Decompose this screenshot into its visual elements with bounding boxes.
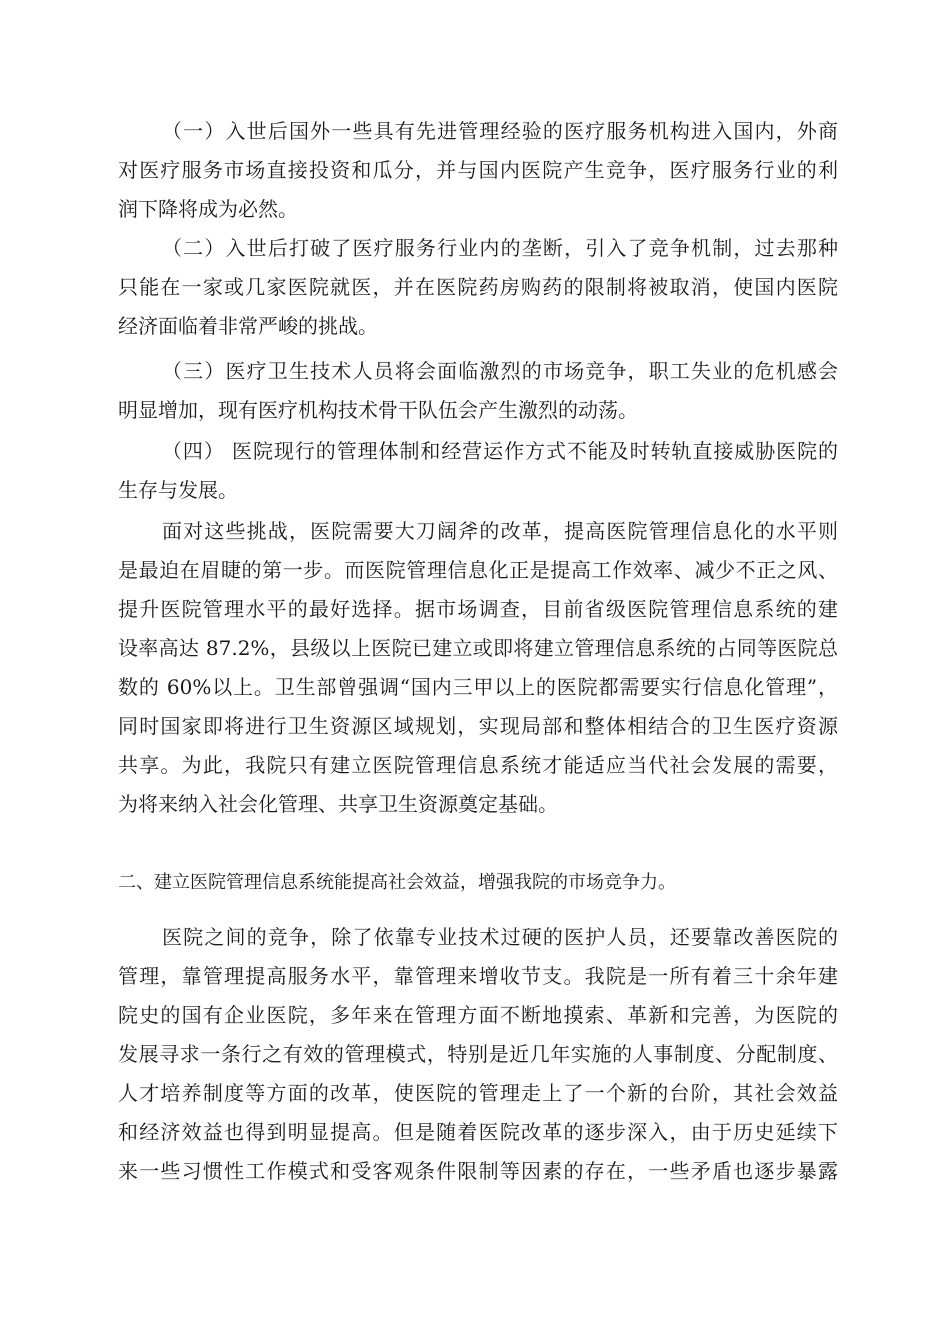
- paragraph-line: 经济面临着非常严峻的挑战。: [118, 314, 378, 338]
- section-heading-text: 二、建立医院管理信息系统能提高社会效益，增强我院的市场竞争力。: [118, 872, 676, 893]
- paragraph-line: 人才培养制度等方面的改革，使医院的管理走上了一个新的台阶，其社会效益: [118, 1081, 838, 1105]
- paragraph-line: 数的 60%以上。卫生部曾强调“国内三甲以上的医院都需要实行信息化管理”，: [118, 675, 838, 699]
- paragraph-line: 发展寻求一条行之有效的管理模式，特别是近几年实施的人事制度、分配制度、: [118, 1042, 838, 1066]
- section-heading: [118, 863, 838, 902]
- paragraph-line: 对医疗服务市场直接投资和瓜分，并与国内医院产生竞争，医疗服务行业的利: [118, 158, 838, 182]
- paragraph-line: （二）入世后打破了医疗服务行业内的垄断，引入了竞争机制，过去那种: [162, 236, 838, 260]
- paragraph-line: 明显增加，现有医疗机构技术骨干队伍会产生激烈的动荡。: [118, 398, 638, 422]
- paragraph-line: 来一些习惯性工作模式和受客观条件限制等因素的存在，一些矛盾也逐步暴露: [118, 1159, 838, 1183]
- paragraph-line: 共享。为此，我院只有建立医院管理信息系统才能适应当代社会发展的需要，: [118, 753, 838, 777]
- paragraph-line: 同时国家即将进行卫生资源区域规划，实现局部和整体相结合的卫生医疗资源: [118, 714, 838, 738]
- paragraph-line: （三）医疗卫生技术人员将会面临激烈的市场竞争，职工失业的危机感会: [162, 359, 838, 383]
- paragraph-4: [118, 432, 838, 510]
- paragraph-line: （四） 医院现行的管理体制和经营运作方式不能及时转轨直接威胁医院的: [162, 439, 838, 463]
- paragraph-line: （一）入世后国外一些具有先进管理经验的医疗服务机构进入国内，外商: [162, 119, 838, 143]
- paragraph-1: [118, 112, 838, 229]
- paragraph-line: 为将来纳入社会化管理、共享卫生资源奠定基础。: [118, 792, 558, 816]
- paragraph-line: 润下降将成为必然。: [118, 197, 298, 221]
- paragraph-line: 只能在一家或几家医院就医，并在医院药房购药的限制将被取消，使国内医院: [118, 275, 838, 299]
- paragraph-5: [118, 512, 838, 824]
- paragraph-line: 院史的国有企业医院，多年来在管理方面不断地摸索、革新和完善，为医院的: [118, 1003, 838, 1027]
- paragraph-line: 生存与发展。: [118, 478, 238, 502]
- paragraph-line: 和经济效益也得到明显提高。但是随着医院改革的逐步深入，由于历史延续下: [118, 1120, 838, 1144]
- paragraph-3: [118, 352, 838, 430]
- paragraph-line: 医院之间的竞争，除了依靠专业技术过硬的医护人员，还要靠改善医院的: [162, 925, 838, 949]
- paragraph-line: 面对这些挑战，医院需要大刀阔斧的改革，提高医院管理信息化的水平则: [162, 519, 838, 543]
- paragraph-6: [118, 918, 838, 1191]
- paragraph-line: 管理，靠管理提高服务水平，靠管理来增收节支。我院是一所有着三十余年建: [118, 964, 838, 988]
- paragraph-2: [118, 229, 838, 346]
- paragraph-line: 提升医院管理水平的最好选择。据市场调查，目前省级医院管理信息系统的建: [118, 597, 838, 621]
- paragraph-line: 是最迫在眉睫的第一步。而医院管理信息化正是提高工作效率、减少不正之风、: [118, 558, 838, 582]
- paragraph-line: 设率高达 87.2%，县级以上医院已建立或即将建立管理信息系统的占同等医院总: [118, 636, 838, 660]
